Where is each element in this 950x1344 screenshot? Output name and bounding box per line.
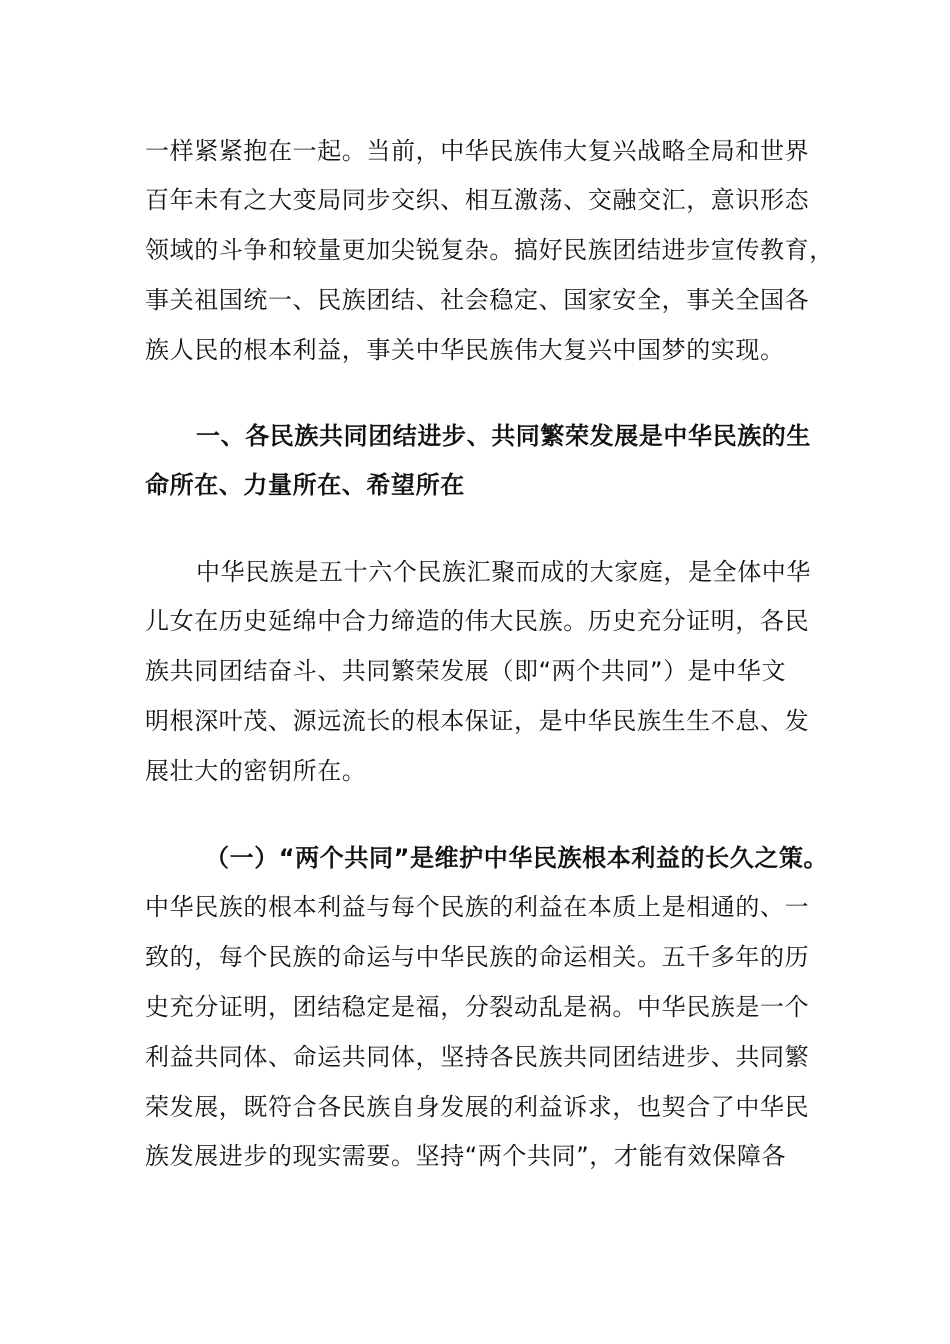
body-text-line: 事关祖国统一、民族团结、社会稳定、国家安全，事关全国各 (145, 286, 810, 314)
body-text-line: 族人民的根本利益，事关中华民族伟大复兴中国梦的实现。 (145, 336, 785, 364)
section-heading: 一、各民族共同团结进步、共同繁荣发展是中华民族的生 (196, 422, 811, 450)
section-heading-continuation: 命所在、力量所在、希望所在 (145, 471, 465, 499)
body-text-line: 致的，每个民族的命运与中华民族的命运相关。五千多年的历 (145, 943, 810, 971)
body-text-line: 展壮大的密钥所在。 (145, 757, 367, 785)
body-text-line: 明根深叶茂、源远流长的根本保证，是中华民族生生不息、发 (145, 707, 810, 735)
body-text-line: 荣发展，既符合各民族自身发展的利益诉求，也契合了中华民 (145, 1093, 810, 1121)
body-text-line: 族发展进步的现实需要。坚持“两个共同”，才能有效保障各 (145, 1142, 787, 1170)
body-text-line: 领域的斗争和较量更加尖锐复杂。搞好民族团结进步宣传教育， (145, 236, 834, 264)
body-text-line: 一样紧紧抱在一起。当前，中华民族伟大复兴战略全局和世界 (145, 137, 810, 165)
body-text-line: 中华民族的根本利益与每个民族的利益在本质上是相通的、一 (145, 893, 810, 921)
body-text-line: 中华民族是五十六个民族汇聚而成的大家庭，是全体中华 (196, 558, 811, 586)
body-text-line: 百年未有之大变局同步交织、相互激荡、交融交汇，意识形态 (145, 186, 810, 214)
body-text-line: 儿女在历史延绵中合力缔造的伟大民族。历史充分证明，各民 (145, 607, 810, 635)
body-text-line: 族共同团结奋斗、共同繁荣发展（即“两个共同”）是中华文 (145, 657, 787, 685)
subsection-heading: （一）“两个共同”是维护中华民族根本利益的长久之策。 (205, 844, 829, 872)
body-text-line: 史充分证明，团结稳定是福，分裂动乱是祸。中华民族是一个 (145, 993, 810, 1021)
body-text-line: 利益共同体、命运共同体，坚持各民族共同团结进步、共同繁 (145, 1043, 810, 1071)
